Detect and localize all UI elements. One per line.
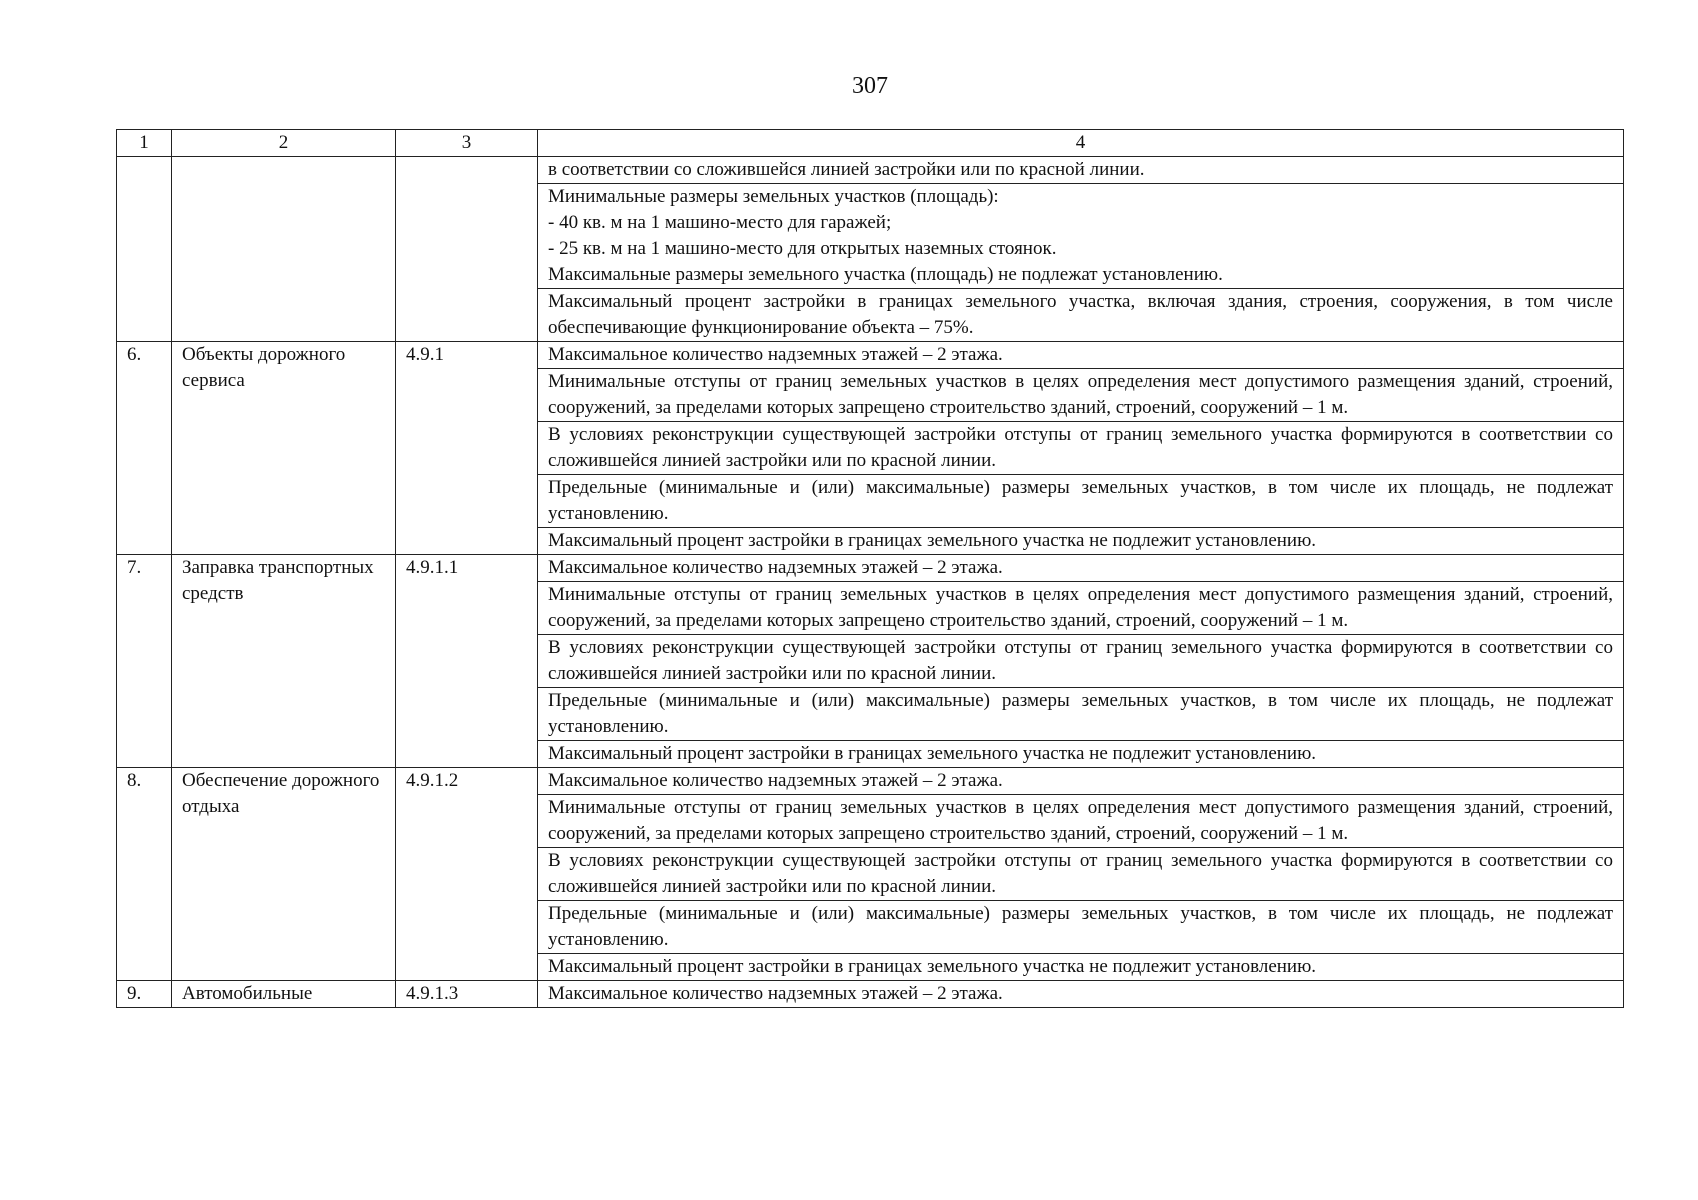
code-cell (396, 157, 538, 342)
param-cell: Предельные (минимальные и (или) максимальные) размеры земельных участков, в том числе их площадь, не подлежат установлению. (538, 901, 1624, 954)
num-cell: 8. (117, 768, 172, 981)
param-cell (538, 184, 1624, 289)
header-cell: 3 (396, 130, 538, 157)
param-line: Максимальные размеры земельного участка (площадь) не подлежат установлению. (548, 264, 1223, 285)
name-cell: Заправка транспортных средств (172, 555, 396, 768)
param-line: Максимальный процент застройки в границах земельного участка, включая здания, строения, сооружения, в том числе обеспечивающие функционирование объекта – 75%. (548, 291, 1613, 338)
param-cell: Предельные (минимальные и (или) максимальные) размеры земельных участков, в том числе их площадь, не подлежат установлению. (538, 688, 1624, 741)
param-cell: Максимальный процент застройки в границах земельного участка не подлежит установлению. (538, 954, 1624, 981)
param-cell: В условиях реконструкции существующей застройки отступы от границ земельного участка формируются в соответствии со сложившейся линией застройки или по красной линии. (538, 635, 1624, 688)
param-cell: Минимальные отступы от границ земельных участков в целях определения мест допустимого размещения зданий, строений, сооружений, за пределами которых запрещено строительство зданий, строений, сооружений – 1 м. (538, 582, 1624, 635)
param-line: - 25 кв. м на 1 машино-место для открытых наземных стоянок. (548, 238, 1057, 259)
param-line: - 40 кв. м на 1 машино-место для гаражей; (548, 212, 892, 233)
header-cell: 1 (117, 130, 172, 157)
param-cell: Максимальное количество надземных этажей – 2 этажа. (538, 342, 1624, 369)
param-cell: В условиях реконструкции существующей застройки отступы от границ земельного участка формируются в соответствии со сложившейся линией застройки или по красной линии. (538, 422, 1624, 475)
name-cell: Автомобильные (172, 981, 396, 1008)
code-cell: 4.9.1.1 (396, 555, 538, 768)
param-cell: Минимальные отступы от границ земельных участков в целях определения мест допустимого размещения зданий, строений, сооружений, за пределами которых запрещено строительство зданий, строений, сооружений – 1 м. (538, 369, 1624, 422)
table-row (117, 981, 1624, 1008)
table-row (117, 555, 1624, 582)
param-cell: Минимальные отступы от границ земельных участков в целях определения мест допустимого размещения зданий, строений, сооружений, за пределами которых запрещено строительство зданий, строений, сооружений – 1 м. (538, 795, 1624, 848)
regulations-table (116, 129, 1624, 1008)
name-cell (172, 157, 396, 342)
table-row (117, 342, 1624, 369)
page-number: 307 (852, 73, 888, 99)
code-cell: 4.9.1.2 (396, 768, 538, 981)
param-cell (538, 157, 1624, 184)
param-cell: В условиях реконструкции существующей застройки отступы от границ земельного участка формируются в соответствии со сложившейся линией застройки или по красной линии. (538, 848, 1624, 901)
table-header-row (117, 130, 1624, 157)
num-cell (117, 157, 172, 342)
table-row (117, 157, 1624, 184)
param-line: в соответствии со сложившейся линией застройки или по красной линии. (548, 159, 1145, 180)
param-cell: Максимальный процент застройки в границах земельного участка не подлежит установлению. (538, 528, 1624, 555)
param-cell: Максимальное количество надземных этажей – 2 этажа. (538, 981, 1624, 1008)
code-cell: 4.9.1.3 (396, 981, 538, 1008)
header-cell: 4 (538, 130, 1624, 157)
header-cell: 2 (172, 130, 396, 157)
num-cell: 6. (117, 342, 172, 555)
name-cell: Обеспечение дорожного отдыха (172, 768, 396, 981)
param-cell: Максимальное количество надземных этажей – 2 этажа. (538, 768, 1624, 795)
param-cell: Максимальное количество надземных этажей – 2 этажа. (538, 555, 1624, 582)
name-cell: Объекты дорожного сервиса (172, 342, 396, 555)
code-cell: 4.9.1 (396, 342, 538, 555)
num-cell: 7. (117, 555, 172, 768)
table-row (117, 768, 1624, 795)
param-cell: Предельные (минимальные и (или) максимальные) размеры земельных участков, в том числе их площадь, не подлежат установлению. (538, 475, 1624, 528)
num-cell: 9. (117, 981, 172, 1008)
param-cell: Максимальный процент застройки в границах земельного участка не подлежит установлению. (538, 741, 1624, 768)
param-cell (538, 289, 1624, 342)
param-line: Минимальные размеры земельных участков (площадь): (548, 186, 999, 207)
